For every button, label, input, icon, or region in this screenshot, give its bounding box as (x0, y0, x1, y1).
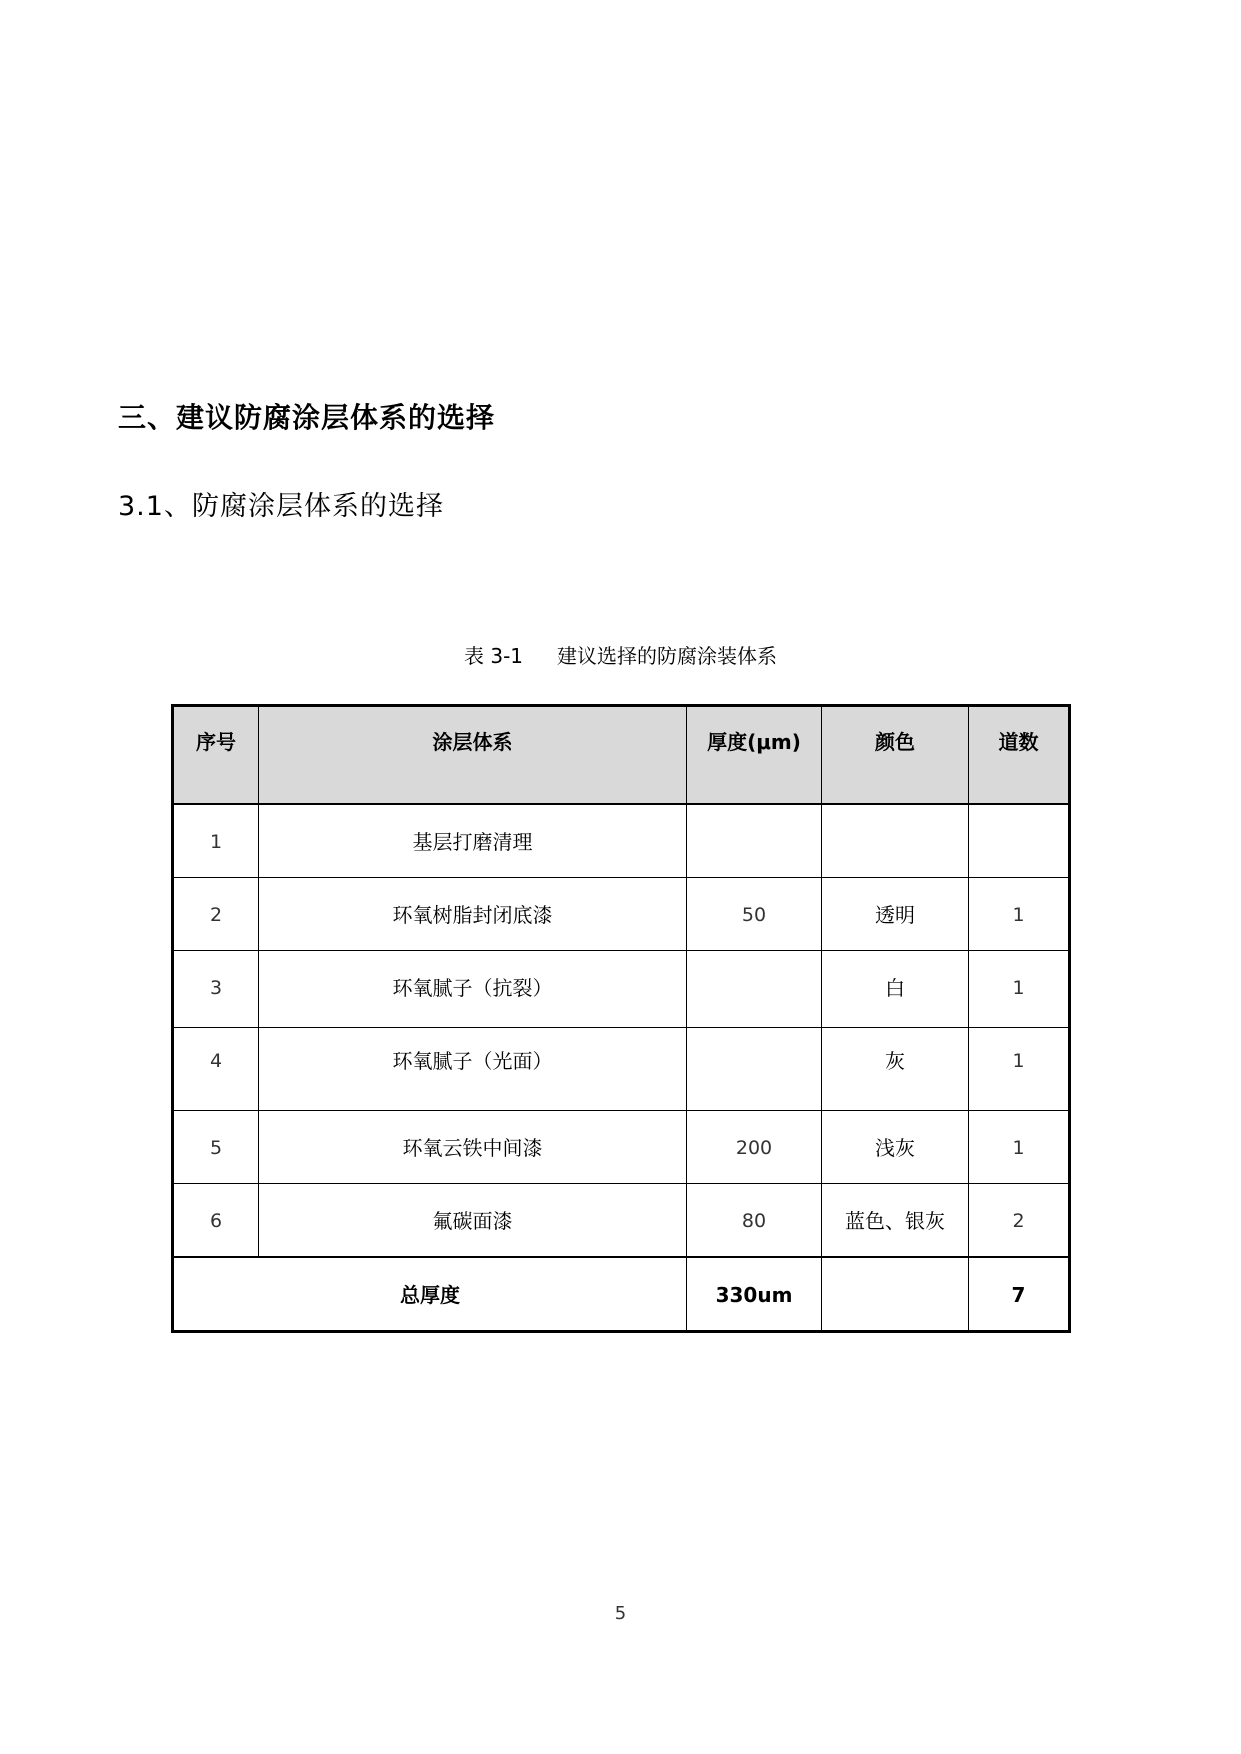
cell-thickness (687, 1028, 822, 1111)
cell-thickness: 200 (687, 1111, 822, 1184)
cell-thickness (687, 951, 822, 1028)
cell-coating-system: 环氧树脂封闭底漆 (259, 878, 687, 951)
cell-coating-system: 环氧腻子（抗裂） (259, 951, 687, 1028)
table-row (173, 951, 1070, 1028)
cell-coating-system: 环氧云铁中间漆 (259, 1111, 687, 1184)
cell-coats: 2 (969, 1184, 1070, 1258)
cell-coats: 1 (969, 878, 1070, 951)
section-subtitle: 3.1、防腐涂层体系的选择 (118, 491, 444, 522)
table-row (173, 1111, 1070, 1184)
cell-coating-system: 氟碳面漆 (259, 1184, 687, 1258)
cell-coats (969, 804, 1070, 878)
cell-thickness: 80 (687, 1184, 822, 1258)
total-coats: 7 (969, 1257, 1070, 1332)
cell-color: 浅灰 (822, 1111, 969, 1184)
table-header-row (173, 706, 1070, 805)
header-coating-system: 涂层体系 (259, 706, 687, 805)
table-row (173, 1184, 1070, 1258)
table-row (173, 804, 1070, 878)
cell-thickness: 50 (687, 878, 822, 951)
table-row (173, 1028, 1070, 1111)
header-coats: 道数 (969, 706, 1070, 805)
cell-color: 灰 (822, 1028, 969, 1111)
cell-index: 4 (173, 1028, 259, 1111)
cell-color: 透明 (822, 878, 969, 951)
table-row (173, 878, 1070, 951)
table-caption (0, 642, 1241, 670)
table-total-row (173, 1257, 1070, 1332)
cell-coating-system: 基层打磨清理 (259, 804, 687, 878)
page-number: 5 (614, 1603, 627, 1624)
cell-index: 2 (173, 878, 259, 951)
total-label: 总厚度 (173, 1257, 687, 1332)
total-color (822, 1257, 969, 1332)
cell-index: 5 (173, 1111, 259, 1184)
total-thickness: 330um (687, 1257, 822, 1332)
cell-thickness (687, 804, 822, 878)
cell-index: 3 (173, 951, 259, 1028)
header-thickness: 厚度(μm) (687, 706, 822, 805)
cell-color: 蓝色、银灰 (822, 1184, 969, 1258)
cell-color: 白 (822, 951, 969, 1028)
header-color: 颜色 (822, 706, 969, 805)
table-caption-title: 建议选择的防腐涂装体系 (557, 644, 778, 668)
header-index: 序号 (173, 706, 259, 805)
section-title: 三、建议防腐涂层体系的选择 (118, 401, 496, 434)
cell-index: 6 (173, 1184, 259, 1258)
cell-color (822, 804, 969, 878)
cell-coating-system: 环氧腻子（光面） (259, 1028, 687, 1111)
table-caption-label: 表 3-1 (463, 644, 524, 668)
cell-index: 1 (173, 804, 259, 878)
cell-coats: 1 (969, 1028, 1070, 1111)
cell-coats: 1 (969, 951, 1070, 1028)
cell-coats: 1 (969, 1111, 1070, 1184)
coating-system-table (171, 704, 1071, 1333)
